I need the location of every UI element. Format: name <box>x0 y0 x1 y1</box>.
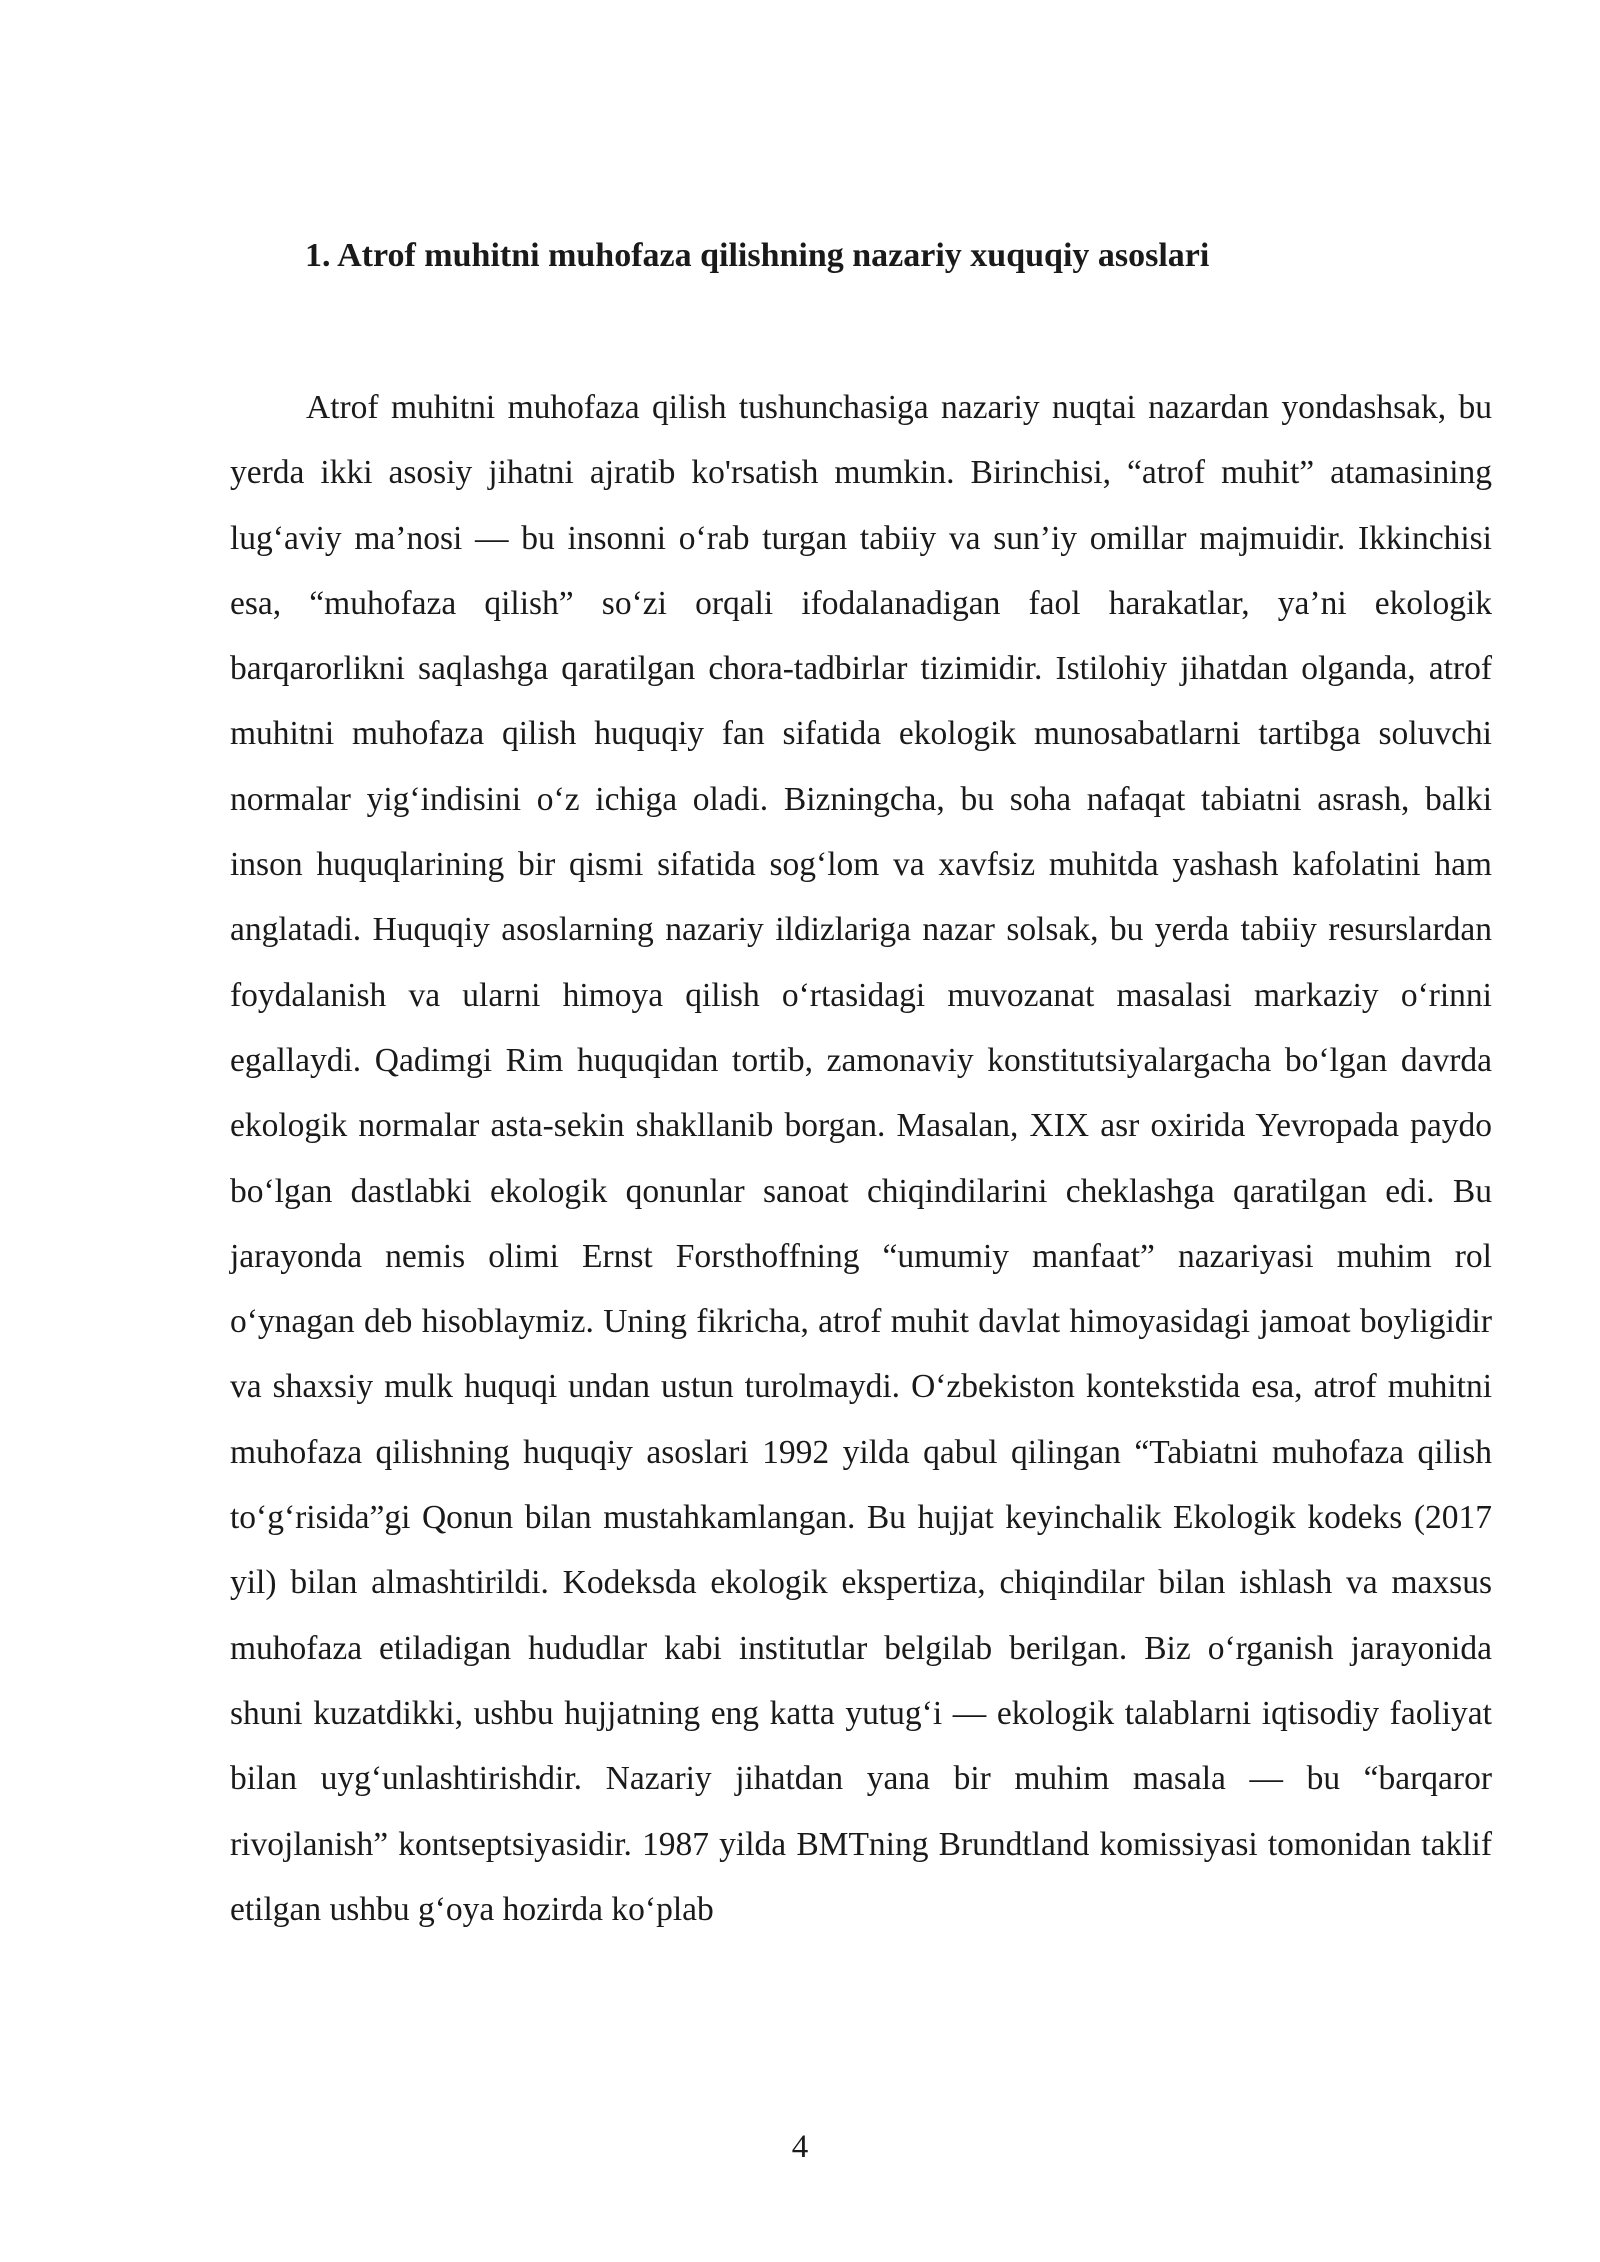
body-paragraph: Atrof muhitni muhofaza qilish tushunchasiga nazariy nuqtai nazardan yondashsak, bu yerda ikki asosiy jihatni ajratib ko'rsatish mumkin. Birinchisi, “atrof muhit” atamasining lug‘aviy ma’nosi — bu insonni o‘rab turgan tabiiy va sun’iy omillar majmuidir. Ikkinchisi esa, “muhofaza qilish” so‘zi orqali ifodalanadigan faol harakatlar, ya’ni ekologik barqarorlikni saqlashga qaratilgan chora-tadbirlar tizimidir. Istilohiy jihatdan olganda, atrof muhitni muhofaza qilish huquqiy fan sifatida ekologik munosabatlarni tartibga soluvchi normalar yig‘indisini o‘z ichiga oladi. Bizningcha, bu soha nafaqat tabiatni asrash, balki inson huquqlarining bir qismi sifatida sog‘lom va xavfsiz muhitda yashash kafolatini ham anglatadi. Huquqiy asoslarning nazariy ildizlariga nazar solsak, bu yerda tabiiy resurslardan foydalanish va ularni himoya qilish o‘rtasidagi muvozanat masalasi markaziy o‘rinni egallaydi. Qadimgi Rim huquqidan tortib, zamonaviy konstitutsiyalargacha bo‘lgan davrda ekologik normalar asta-sekin shakllanib borgan. Masalan, XIX asr oxirida Yevropada paydo bo‘lgan dastlabki ekologik qonunlar sanoat chiqindilarini cheklashga qaratilgan edi. Bu jarayonda nemis olimi Ernst Forsthoffning “umumiy manfaat” nazariyasi muhim rol o‘ynagan deb hisoblaymiz. Uning fikricha, atrof muhit davlat himoyasidagi jamoat boyligidir va shaxsiy mulk huquqi undan ustun turolmaydi. O‘zbekiston kontekstida esa, atrof muhitni muhofaza qilishning huquqiy asoslari 1992 yilda qabul qilingan “Tabiatni muhofaza qilish to‘g‘risida”gi Qonun bilan mustahkamlangan. Bu hujjat keyinchalik Ekologik kodeks (2017 yil) bilan almashtirildi. Kodeksda ekologik ekspertiza, chiqindilar bilan ishlash va maxsus muhofaza etiladigan hududlar kabi institutlar belgilab berilgan. Biz o‘rganish jarayonida shuni kuzatdikki, ushbu hujjatning eng katta yutug‘i — ekologik talablarni iqtisodiy faoliyat bilan uyg‘unlashtirishdir. Nazariy jihatdan yana bir muhim masala — bu “barqaror rivojlanish” kontseptsiyasidir. 1987 yilda BMTning Brundtland komissiyasi tomonidan taklif etilgan ushbu g‘oya hozirda ko‘plab <box>230 389 1492 1928</box>
section-heading: 1. Atrof muhitni muhofaza qilishning nazariy xuquqiy asoslari <box>305 237 1210 274</box>
page-number: 4 <box>791 2129 809 2165</box>
